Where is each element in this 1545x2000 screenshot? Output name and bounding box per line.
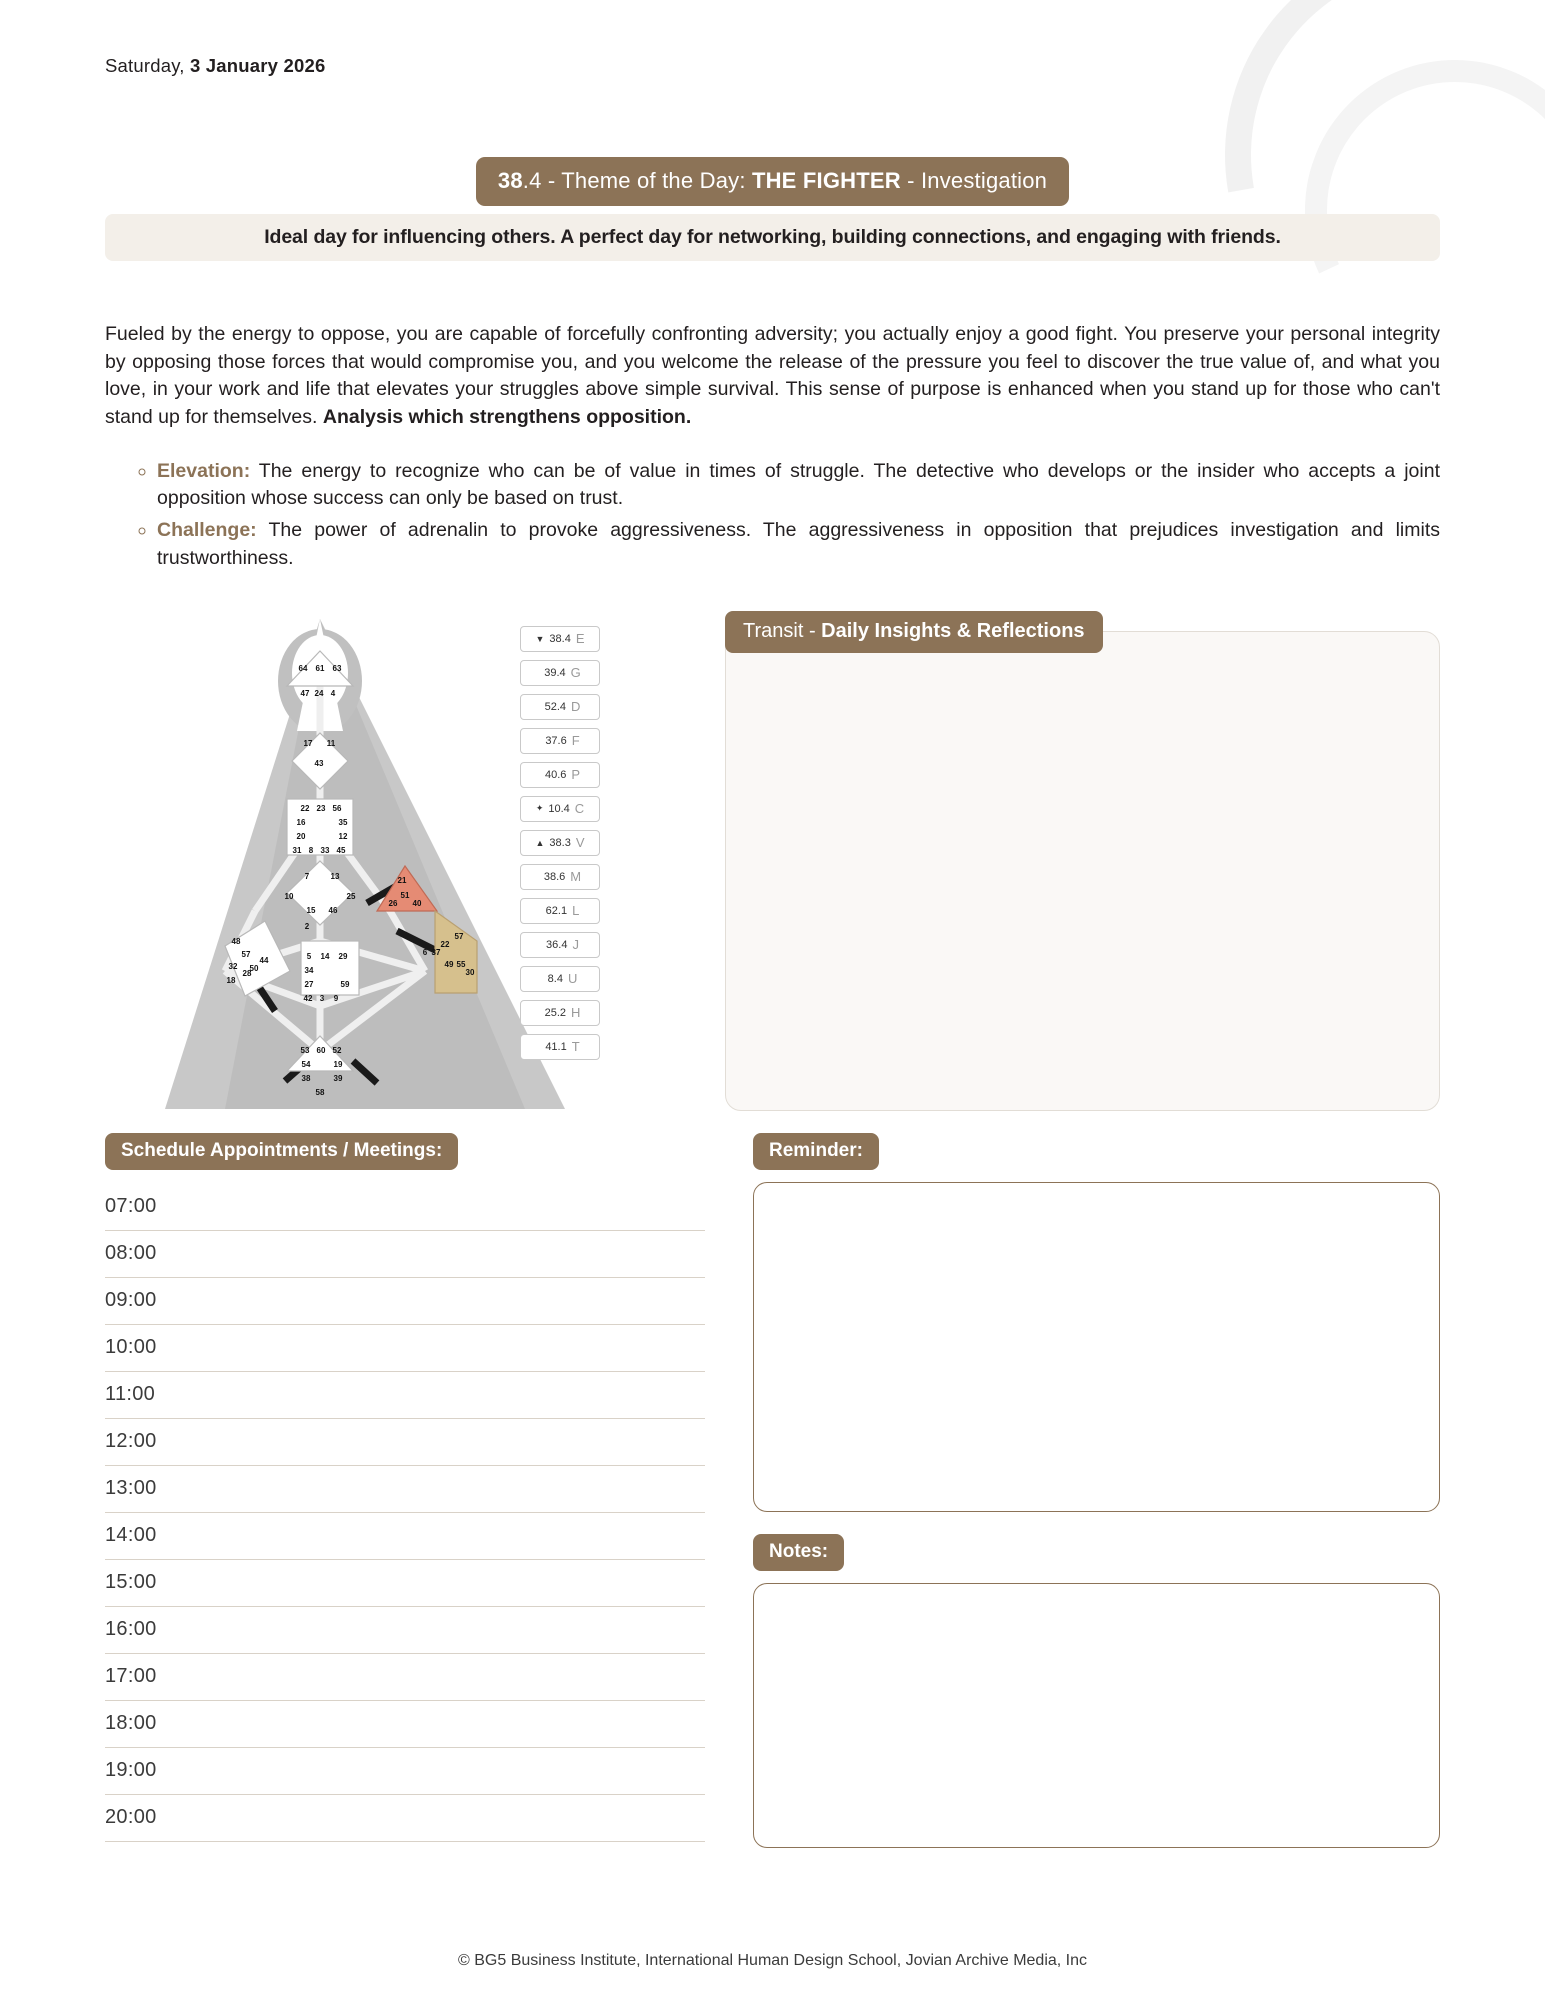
list-item-elevation (157, 458, 1440, 513)
schedule-row-0900[interactable]: 09:00 (105, 1278, 705, 1325)
svg-text:6: 6 (422, 947, 428, 957)
reminder-notes-column (753, 1133, 1440, 1848)
svg-text:33: 33 (320, 845, 330, 855)
svg-text:39: 39 (333, 1073, 343, 1083)
gate-value-0: 38.4 (549, 632, 571, 645)
notes-writing-area[interactable] (753, 1583, 1440, 1848)
schedule-row-0700[interactable]: 07:00 (105, 1184, 705, 1231)
gate-row-4 (520, 762, 600, 788)
gate-letter-12: T (571, 1039, 580, 1054)
description-bold-text: Analysis which strengthens opposition. (322, 406, 692, 429)
svg-text:5: 5 (306, 951, 312, 961)
svg-text:43: 43 (314, 758, 324, 768)
svg-text:8: 8 (308, 845, 314, 855)
svg-text:57: 57 (454, 931, 464, 941)
svg-text:13: 13 (330, 871, 340, 881)
schedule-row-1700[interactable]: 17:00 (105, 1654, 705, 1701)
chart-and-transit-row (105, 611, 1440, 1111)
svg-text:22: 22 (300, 803, 310, 813)
gate-row-12 (520, 1034, 600, 1060)
theme-name: THE FIGHTER (751, 168, 901, 193)
svg-text:7: 7 (304, 871, 310, 881)
svg-text:49: 49 (444, 959, 454, 969)
schedule-and-notes-row (105, 1133, 1440, 1848)
gate-activation-list (520, 626, 600, 1068)
svg-text:44: 44 (259, 955, 269, 965)
schedule-row-2000[interactable]: 20:00 (105, 1795, 705, 1842)
svg-text:61: 61 (315, 663, 325, 673)
gate-row-6 (520, 830, 600, 856)
column-spacer (753, 1512, 1440, 1534)
gate-row-10 (520, 966, 600, 992)
list-item-challenge (157, 517, 1440, 572)
transit-title-bold: Daily Insights & Reflections (821, 619, 1085, 642)
bodygraph-chart (105, 611, 578, 1111)
schedule-row-0800[interactable]: 08:00 (105, 1231, 705, 1278)
bodygraph-area (105, 611, 705, 1111)
gate-row-11 (520, 1000, 600, 1026)
gate-value-12: 41.1 (545, 1040, 567, 1053)
svg-text:37: 37 (431, 947, 441, 957)
challenge-label: Challenge: (157, 519, 257, 542)
svg-text:11: 11 (326, 738, 336, 748)
elevation-label: Elevation: (157, 459, 251, 482)
svg-text:12: 12 (338, 831, 348, 841)
svg-text:26: 26 (388, 898, 398, 908)
gate-letter-3: F (571, 733, 580, 748)
svg-text:10: 10 (284, 891, 294, 901)
svg-text:25: 25 (346, 891, 356, 901)
schedule-row-1100[interactable]: 11:00 (105, 1372, 705, 1419)
schedule-row-1000[interactable]: 10:00 (105, 1325, 705, 1372)
svg-text:60: 60 (316, 1045, 326, 1055)
elevation-text: The energy to recognize who can be of value in times of struggle. The detective who develops or the insider who accepts a joint opposition whose success can only be based on trust. (157, 459, 1440, 510)
gate-value-8: 62.1 (545, 904, 568, 917)
schedule-row-1800[interactable]: 18:00 (105, 1701, 705, 1748)
svg-text:35: 35 (338, 817, 348, 827)
svg-text:64: 64 (298, 663, 308, 673)
svg-text:38: 38 (301, 1073, 311, 1083)
reminder-title: Reminder: (753, 1133, 879, 1170)
svg-text:40: 40 (412, 898, 422, 908)
gate-letter-7: M (570, 869, 582, 884)
schedule-section (105, 1133, 705, 1848)
gate-value-7: 38.6 (543, 870, 566, 883)
footer-copyright: © BG5 Business Institute, International Human Design School, Jovian Archive Media, Inc (458, 1952, 1087, 1969)
svg-text:47: 47 (300, 688, 310, 698)
svg-text:51: 51 (400, 890, 410, 900)
svg-text:57: 57 (241, 949, 251, 959)
gate-row-9 (520, 932, 600, 958)
svg-text:24: 24 (314, 688, 324, 698)
svg-text:21: 21 (397, 875, 407, 885)
gate-letter-10: U (567, 971, 578, 986)
gate-letter-5: C (574, 801, 585, 816)
gate-symbol-6: ▲ (535, 837, 545, 848)
svg-text:15: 15 (306, 905, 316, 915)
schedule-row-1900[interactable]: 19:00 (105, 1748, 705, 1795)
svg-text:29: 29 (338, 951, 348, 961)
svg-text:34: 34 (304, 965, 314, 975)
svg-text:50: 50 (249, 963, 259, 973)
gate-letter-1: G (570, 665, 581, 680)
gate-value-11: 25.2 (544, 1006, 567, 1019)
svg-text:28: 28 (242, 968, 252, 978)
transit-panel (725, 611, 1440, 1111)
gate-value-3: 37.6 (545, 734, 567, 747)
gate-value-6: 38.3 (549, 836, 571, 849)
theme-of-day-row (105, 157, 1440, 206)
svg-text:48: 48 (231, 936, 241, 946)
svg-text:52: 52 (332, 1045, 342, 1055)
gate-value-10: 8.4 (547, 972, 563, 985)
svg-text:54: 54 (301, 1059, 311, 1069)
schedule-row-1500[interactable]: 15:00 (105, 1560, 705, 1607)
description-paragraph (105, 321, 1440, 432)
gate-value-9: 36.4 (546, 938, 568, 951)
svg-text:55: 55 (456, 959, 466, 969)
svg-text:27: 27 (304, 979, 314, 989)
description-text: Fueled by the energy to oppose, you are capable of forcefully confronting adversity; you actually enjoy a good fight. You preserve your personal integrity by opposing those forces that would compromise you, and you welcome the release of the pressure you feel to discover the true value of, and what you love, in your work and life that elevates your struggles above simple survival. This sense of purpose is enhanced when you stand up for those who can't stand up for themselves. (105, 323, 1440, 429)
svg-text:32: 32 (228, 961, 238, 971)
ideal-day-banner: Ideal day for influencing others. A perfect day for networking, building connections, and engaging with friends. (105, 214, 1440, 261)
elevation-challenge-list (105, 458, 1440, 573)
svg-text:58: 58 (315, 1087, 325, 1097)
challenge-text: The power of adrenalin to provoke aggressiveness. The aggressiveness in opposition that prejudices investigation and limits trustworthiness. (157, 519, 1440, 569)
gate-letter-6: V (575, 835, 585, 850)
svg-text:63: 63 (332, 663, 342, 673)
schedule-title: Schedule Appointments / Meetings: (105, 1133, 458, 1170)
transit-title (725, 611, 1103, 653)
gate-row-7 (520, 864, 600, 890)
gate-letter-9: J (572, 937, 579, 952)
svg-text:17: 17 (303, 738, 313, 748)
gate-row-8 (520, 898, 600, 924)
schedule-hours-list (105, 1184, 705, 1842)
svg-text:9: 9 (333, 993, 339, 1003)
svg-text:56: 56 (332, 803, 342, 813)
theme-suffix: - Investigation (900, 168, 1048, 193)
svg-text:45: 45 (336, 845, 346, 855)
svg-text:46: 46 (328, 905, 338, 915)
svg-text:20: 20 (296, 831, 306, 841)
svg-text:23: 23 (316, 803, 326, 813)
svg-text:18: 18 (226, 975, 236, 985)
reminder-writing-area[interactable] (753, 1182, 1440, 1512)
date-header (105, 0, 1440, 77)
svg-text:59: 59 (340, 979, 350, 989)
date-label: 3 January 2026 (189, 55, 326, 76)
gate-row-2 (520, 694, 600, 720)
theme-of-day-pill (476, 157, 1069, 206)
gate-letter-2: D (571, 699, 581, 714)
gate-letter-8: L (572, 903, 580, 918)
notes-title: Notes: (753, 1534, 844, 1571)
gate-value-2: 52.4 (544, 700, 567, 713)
schedule-row-1600[interactable]: 16:00 (105, 1607, 705, 1654)
svg-text:3: 3 (319, 993, 325, 1003)
schedule-row-1300[interactable]: 13:00 (105, 1466, 705, 1513)
svg-text:4: 4 (330, 688, 336, 698)
svg-text:16: 16 (296, 817, 306, 827)
svg-text:30: 30 (465, 967, 475, 977)
transit-title-prefix: Transit - (743, 619, 822, 642)
gate-value-4: 40.6 (544, 768, 567, 781)
gate-letter-4: P (571, 767, 581, 782)
svg-text:53: 53 (300, 1045, 310, 1055)
svg-text:2: 2 (304, 921, 310, 931)
schedule-row-1400[interactable]: 14:00 (105, 1513, 705, 1560)
gate-symbol-0: ▼ (535, 633, 545, 644)
theme-line-text: .4 - Theme of the Day: (522, 168, 752, 193)
gate-row-0 (520, 626, 600, 652)
svg-text:14: 14 (320, 951, 330, 961)
weekday-label: Saturday, (105, 55, 190, 76)
svg-text:31: 31 (292, 845, 302, 855)
gate-row-3 (520, 728, 600, 754)
gate-symbol-5: ✦ (535, 803, 544, 813)
svg-text:42: 42 (303, 993, 313, 1003)
svg-text:22: 22 (440, 939, 450, 949)
gate-letter-11: H (571, 1005, 581, 1020)
bodygraph-svg (105, 611, 578, 1111)
gate-value-1: 39.4 (544, 666, 566, 679)
theme-gate-number: 38 (497, 168, 523, 193)
gate-value-5: 10.4 (548, 802, 570, 815)
transit-writing-area[interactable] (725, 631, 1440, 1111)
schedule-row-1200[interactable]: 12:00 (105, 1419, 705, 1466)
gate-row-1 (520, 660, 600, 686)
svg-text:19: 19 (333, 1059, 343, 1069)
gate-letter-0: E (575, 631, 585, 646)
gate-row-5 (520, 796, 600, 822)
